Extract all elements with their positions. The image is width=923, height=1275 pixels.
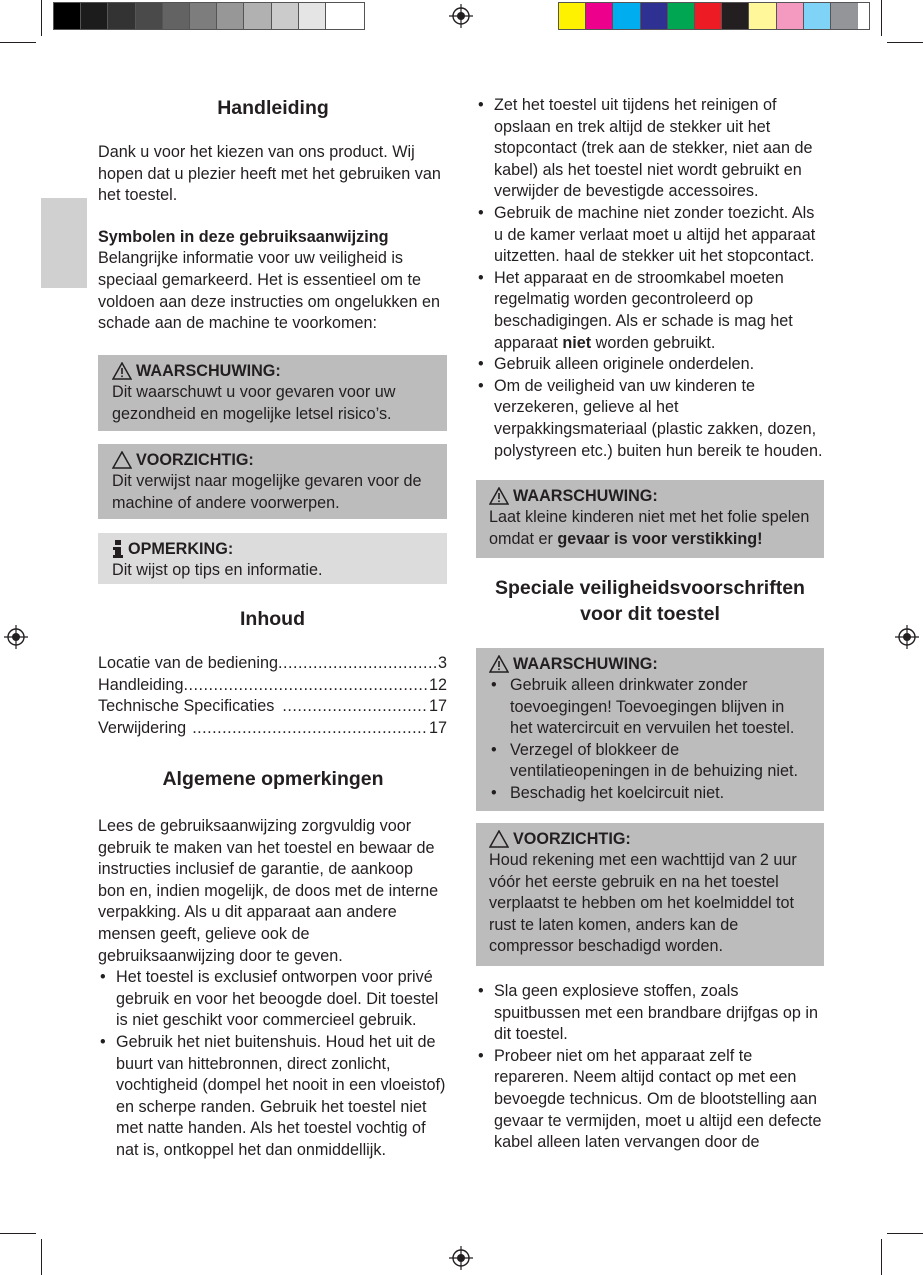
- registration-mark-icon: [4, 625, 28, 649]
- caution-box: [98, 444, 447, 519]
- gray-swatch: [299, 3, 326, 29]
- caution-text: Dit verwijst naar mogelijke gevaren voor de machine of andere voorwerpen.: [112, 472, 422, 512]
- gray-swatch: [81, 3, 108, 29]
- list-item: • Gebruik alleen drinkwater zonder toevoegingen! Toevoegingen blijven in het watercircuit en vervuilen het toestel.: [489, 675, 811, 740]
- gray-swatch: [244, 3, 271, 29]
- toc-row[interactable]: Locatie van de bediening ..... 3: [98, 653, 447, 675]
- crop-mark: [887, 1233, 923, 1234]
- warning-triangle-icon: [112, 362, 132, 380]
- list-item: • Gebruik het niet buitenshuis. Houd het uit de buurt van hittebronnen, direct zonlicht, vochtigheid (dompel het nooit in een vloeistof) en scherpe randen. Gebruik het toestel niet met natte handen. Als het toestel vochtig of nat is, ontkoppel het dan onmiddellijk.: [98, 1032, 448, 1162]
- grayscale-color-bar: [53, 2, 365, 30]
- caution-title: VOORZICHTIG:: [112, 449, 447, 471]
- warning-triangle-icon: [489, 487, 509, 505]
- caution-title: VOORZICHTIG:: [489, 828, 824, 850]
- info-icon: [112, 540, 124, 558]
- list-item: • Om de veiligheid van uw kinderen te verzekeren, gelieve al het verpakkingsmateriaal (plastic zakken, dozen, polystyreen etc.) buiten hun bereik te houden.: [476, 376, 824, 462]
- safety-bullet-list: [476, 95, 824, 462]
- note-title: OPMERKING:: [112, 538, 447, 560]
- list-item: • Sla geen explosieve stoffen, zoals spuitbussen met een brandbare drijfgas op in dit toestel.: [476, 981, 824, 1046]
- color-swatch: [749, 3, 776, 29]
- crop-mark: [41, 0, 42, 36]
- left-column: [98, 95, 448, 335]
- list-item: • Zet het toestel uit tijdens het reinigen of opslaan en trek altijd de stekker uit het stopcontact (trek aan de stekker, niet aan de kabel) als het toestel niet wordt gebruikt en verwijder de bevestigde accessoires.: [476, 95, 824, 203]
- warning-box: [476, 480, 824, 558]
- gray-swatch: [136, 3, 163, 29]
- process-color-bar: [558, 2, 870, 30]
- symbols-heading: Symbolen in deze gebruiksaanwijzing: [98, 227, 389, 246]
- bottom-bullets: [476, 981, 824, 1154]
- toc-row[interactable]: Handleiding ..... 12: [98, 675, 447, 697]
- contents-title: Inhoud: [240, 608, 305, 630]
- color-swatch: [777, 3, 804, 29]
- special-section-title: Speciale veiligheidsvoorschriften voor dit toestel: [495, 577, 805, 625]
- table-of-contents: [98, 653, 447, 739]
- list-item: • Het apparaat en de stroomkabel moeten regelmatig worden gecontroleerd op beschadigingen. Als er schade is mag het apparaat niet worden gebruikt.: [476, 268, 824, 354]
- registration-mark-icon: [449, 1246, 473, 1270]
- language-side-tab: [41, 198, 87, 288]
- color-swatch: [586, 3, 613, 29]
- list-item: • Gebruik de machine niet zonder toezicht. Als u de kamer verlaat moet u altijd het apparaat uitzetten. haal de stekker uit het stopcontact.: [476, 203, 824, 268]
- warning-text: Dit waarschuwt u voor gevaren voor uw gezondheid en mogelijke letsel risico’s.: [112, 383, 396, 423]
- color-swatch: [641, 3, 668, 29]
- caution-triangle-icon: [112, 451, 132, 469]
- list-item: • Beschadig het koelcircuit niet.: [489, 783, 811, 805]
- warning-triangle-icon: [489, 655, 509, 673]
- contents-section: [98, 606, 447, 739]
- crop-mark: [0, 42, 36, 43]
- safety-bullet-list: [476, 981, 824, 1154]
- warning-text: Laat kleine kinderen niet met het folie spelen omdat er gevaar is voor verstikking!: [489, 508, 810, 548]
- color-swatch: [695, 3, 722, 29]
- crop-mark: [881, 1239, 882, 1275]
- color-swatch: [559, 3, 586, 29]
- crop-mark: [887, 42, 923, 43]
- toc-row[interactable]: Verwijdering ..... 17: [98, 718, 447, 740]
- gray-swatch: [190, 3, 217, 29]
- color-swatch: [668, 3, 695, 29]
- warning-bullet-list: [489, 675, 811, 805]
- gray-swatch: [108, 3, 135, 29]
- gray-swatch: [326, 3, 353, 29]
- color-swatch: [613, 3, 640, 29]
- warning-title: WAARSCHUWING:: [489, 485, 824, 507]
- general-title: Algemene opmerkingen: [162, 768, 384, 790]
- right-column: [476, 95, 824, 462]
- registration-mark-icon: [449, 4, 473, 28]
- gray-swatch: [163, 3, 190, 29]
- gray-swatch: [217, 3, 244, 29]
- crop-mark: [881, 0, 882, 36]
- warning-box: [98, 355, 447, 431]
- list-item: • Gebruik alleen originele onderdelen.: [476, 354, 824, 376]
- list-item: • Verzegel of blokkeer de ventilatieopeningen in de behuizing niet.: [489, 740, 811, 783]
- gray-swatch: [54, 3, 81, 29]
- gray-swatch: [272, 3, 299, 29]
- list-item: • Het toestel is exclusief ontworpen voor privé gebruik en voor het beoogde doel. Dit toestel is niet geschikt voor commercieel gebruik.: [98, 967, 448, 1032]
- general-paragraph: Lees de gebruiksaanwijzing zorgvuldig voor gebruik te maken van het toestel en bewaar de instructies inclusief de garantie, de aankoop bon en, indien mogelijk, de doos met de interne verpakking. Als u dit apparaat aan andere mensen geeft, gelieve ook de gebruiksaanwijzing door te geven.: [98, 817, 439, 965]
- symbols-paragraph: Belangrijke informatie voor uw veiligheid is speciaal gemarkeerd. Het is essentieel om te voldoen aan deze instructies om ongelukken en schade aan de machine te voorkomen:: [98, 249, 440, 333]
- color-swatch: [722, 3, 749, 29]
- list-item: • Probeer niet om het apparaat zelf te repareren. Neem altijd contact op met een bevoegde technicus. Om de blootstelling aan gevaar te vermijden, moet u altijd een defecte kabel alleen laten vervangen door de: [476, 1046, 824, 1154]
- caution-box: [476, 823, 824, 966]
- color-swatch: [831, 3, 858, 29]
- caution-triangle-icon: [489, 830, 509, 848]
- general-section: [98, 766, 448, 1162]
- toc-row[interactable]: Technische Specificaties ..... 17: [98, 696, 447, 718]
- note-text: Dit wijst op tips en informatie.: [112, 561, 323, 579]
- crop-mark: [0, 1233, 36, 1234]
- general-bullet-list: [98, 967, 448, 1161]
- warning-title: WAARSCHUWING:: [489, 653, 824, 675]
- color-swatch: [804, 3, 831, 29]
- caution-text: Houd rekening met een wachttijd van 2 uur vóór het eerste gebruik en na het toestel verplaatst te hebben om het koelmiddel tot rust te laten komen, anders kan de compressor beschadigd worden.: [489, 851, 797, 956]
- warning-title: WAARSCHUWING:: [112, 360, 447, 382]
- registration-mark-icon: [895, 625, 919, 649]
- crop-mark: [41, 1239, 42, 1275]
- page-title: Handleiding: [217, 97, 329, 119]
- warning-box: [476, 648, 824, 811]
- note-box: [98, 533, 447, 584]
- intro-paragraph: Dank u voor het kiezen van ons product. Wij hopen dat u plezier heeft met het gebruiken van het toestel.: [98, 143, 441, 205]
